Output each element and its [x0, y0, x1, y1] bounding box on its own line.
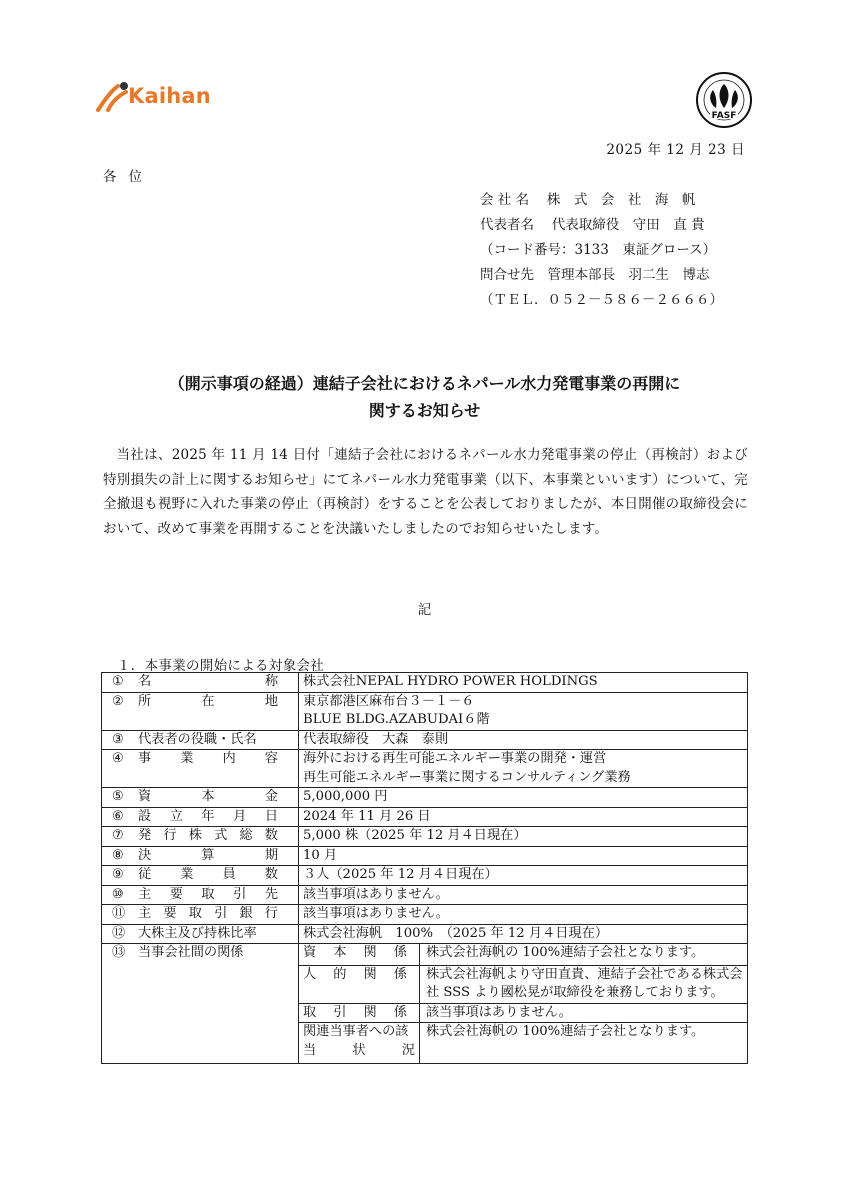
- title-line-1: （開示事項の経過）連結子会社におけるネパール水力発電事業の再開に: [168, 374, 681, 393]
- sender-tel: （ＴＥＬ．０５２－５８６－２６６６）: [480, 292, 723, 308]
- relation-value: 株式会社海帆の 100%連結子会社となります。: [420, 944, 748, 965]
- row-value: 代表取締役 大森 泰則: [299, 730, 748, 750]
- body-paragraph: 当社は、2025 年 11 月 14 日付「連結子会社におけるネパール水力発電事業の停止（再検討）および特別損失の計上に関するお知らせ」にてネパール水力発電事業（以下、本事業といいます）について、完全撤退も視野に入れた事業の停止（再検討）をすることを公表しておりましたが、本日開催の取締役会において、改めて事業を再開することを決議いたしましたのでお知らせいたします。: [103, 447, 748, 537]
- relation-value: 株式会社海帆の 100%連結子会社となります。: [420, 1023, 748, 1063]
- row-label: 名 称: [138, 674, 278, 689]
- row-label: 当事会社間の関係: [138, 945, 244, 960]
- relation-value: 株式会社海帆より守田直貴、連結子会社である株式会社 SSS より國松晃が取締役を兼務しております。: [420, 965, 748, 1003]
- relation-row: [299, 944, 747, 965]
- row-label: 従 業 員 数: [138, 867, 278, 882]
- relations-subtable: [299, 944, 747, 1063]
- relation-label: 関連当事者への該当状況: [299, 1023, 420, 1063]
- relation-row: [299, 1023, 747, 1063]
- fasf-seal: [694, 70, 754, 134]
- fasf-seal-icon: [694, 70, 754, 134]
- row-label: 主 要 取 引 先: [138, 886, 278, 902]
- row-value: 該当事項はありません。: [299, 885, 748, 905]
- table-row: [102, 885, 748, 905]
- row-number: ⑪: [112, 906, 126, 921]
- row-label: 発 行 株 式 総 数: [138, 828, 278, 843]
- row-number: ⑦: [112, 828, 124, 843]
- sender-block: [480, 188, 723, 313]
- row-label: 資 本 金: [138, 789, 278, 804]
- sender-contact: 問合せ先 管理本部長 羽二生 博志: [480, 267, 710, 283]
- row-number: ④: [112, 751, 124, 766]
- row-label: 設 立 年 月 日: [138, 808, 278, 824]
- row-number: ⑬: [112, 945, 126, 960]
- row-value-line-2: 再生可能エネルギー事業に関するコンサルティング業務: [303, 769, 631, 785]
- document-title: [0, 370, 849, 424]
- row-label: 決 算 期: [138, 847, 278, 863]
- relation-row: [299, 1003, 747, 1023]
- row-value: 株式会社海帆 100% （2025 年 12 月４日現在）: [299, 924, 748, 944]
- ki-mark: 記: [417, 602, 432, 618]
- table-row: [102, 692, 748, 730]
- logo-text: Kaihan: [128, 84, 211, 108]
- row-label: 大株主及び持株比率: [138, 925, 257, 941]
- row-value: ３人（2025 年 12 月４日現在）: [299, 866, 748, 886]
- relation-label: 資 本 関 係: [303, 945, 407, 960]
- relation-value: 該当事項はありません。: [420, 1003, 748, 1023]
- row-number: ③: [112, 731, 124, 747]
- table-row: [102, 788, 748, 808]
- row-value: 東京都港区麻布台３－１－６: [303, 693, 475, 709]
- row-number: ⑧: [112, 847, 124, 863]
- row-value: 海外における再生可能エネルギー事業の開発・運営: [303, 751, 607, 766]
- table-row-relations: [102, 944, 748, 1064]
- table-row: [102, 673, 748, 693]
- row-number: ⑫: [112, 925, 126, 941]
- row-number: ⑨: [112, 867, 124, 882]
- company-logo: [96, 78, 236, 112]
- table-row: [102, 846, 748, 866]
- row-value: 10 月: [299, 846, 748, 866]
- relation-row: [299, 965, 747, 1003]
- row-value: 5,000,000 円: [299, 788, 748, 808]
- section-title: １．本事業の開始による対象会社: [117, 658, 324, 674]
- table-row: [102, 730, 748, 750]
- relation-label: 人 的 関 係: [303, 966, 407, 982]
- row-label: 所 在 地: [138, 693, 278, 709]
- table-row: [102, 827, 748, 847]
- row-number: ①: [112, 674, 124, 689]
- table-row: [102, 750, 748, 788]
- company-info-table: [101, 672, 748, 1064]
- table-row: [102, 924, 748, 944]
- row-value: 株式会社NEPAL HYDRO POWER HOLDINGS: [299, 673, 748, 693]
- row-value-line-2: BLUE BLDG.AZABUDAI６階: [303, 712, 490, 727]
- row-value: 該当事項はありません。: [299, 905, 748, 925]
- title-line-2: 関するお知らせ: [368, 401, 481, 420]
- row-number: ⑥: [112, 808, 124, 824]
- sender-code: （コード番号：3133 東証グロース）: [480, 242, 717, 258]
- addressee: 各位: [103, 169, 154, 185]
- row-label: 代表者の役職・氏名: [138, 731, 257, 747]
- relation-label: 取 引 関 係: [303, 1004, 407, 1020]
- row-value: 5,000 株（2025 年 12 月４日現在）: [299, 827, 748, 847]
- table-row: [102, 866, 748, 886]
- table-row: [102, 807, 748, 827]
- logo-mark-icon: [96, 80, 130, 112]
- sender-representative: 代表者名 代表取締役 守田 直 貴: [480, 217, 705, 233]
- seal-text: FASF: [711, 111, 737, 121]
- row-label: 主 要 取 引 銀 行: [138, 906, 278, 921]
- row-number: ⑩: [112, 886, 124, 902]
- table-row: [102, 905, 748, 925]
- issue-date: 2025 年 12 月 23 日: [606, 142, 745, 158]
- row-label: 事 業 内 容: [138, 751, 278, 766]
- row-number: ②: [112, 693, 124, 709]
- row-number: ⑤: [112, 789, 124, 804]
- sender-company: 会 社 名 株 式 会 社 海 帆: [480, 192, 696, 208]
- row-value: 2024 年 11 月 26 日: [299, 807, 748, 827]
